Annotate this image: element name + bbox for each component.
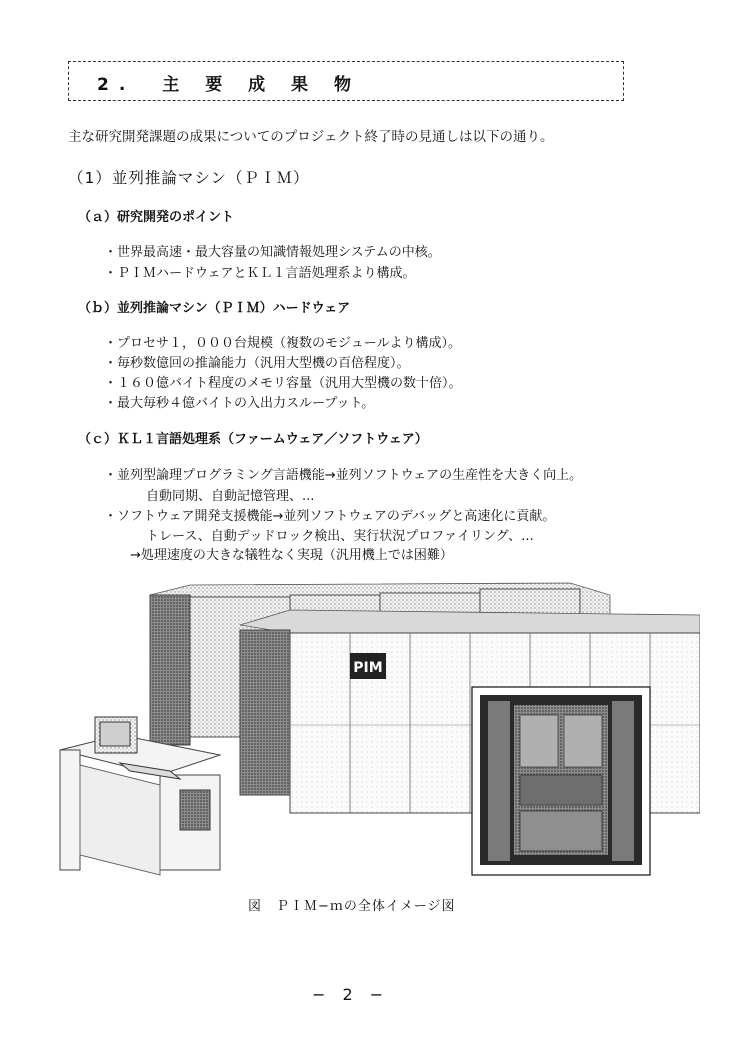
arrow-line: →処理速度の大きな犠牲なく実現（汎用機上では困難） xyxy=(130,548,453,563)
bullet-a-1: ・世界最高速・最大容量の知識情報処理システムの中核。 xyxy=(104,245,441,260)
heading-c: （ｃ）ＫＬ１言語処理系（ファームウェア／ソフトウェア） xyxy=(78,432,428,447)
inset-photo xyxy=(472,687,650,875)
bullet-c-1-sub: 自動同期、自動記憶管理、... xyxy=(146,489,315,504)
pim-illustration xyxy=(50,575,700,880)
pim-illustration-svg xyxy=(50,575,700,880)
bullet-c-2: ・ソフトウェア開発支援機能→並列ソフトウェアのデバッグと高速化に貢献。 xyxy=(104,509,556,524)
bullet-b-2: ・毎秒数億回の推論能力（汎用大型機の百倍程度）。 xyxy=(104,356,410,371)
terminal-desk xyxy=(60,717,220,875)
page-number: − 2 − xyxy=(312,985,390,1004)
section-title: 2. 主 要 成 果 物 xyxy=(97,75,361,95)
bullet-a-2: ・ＰＩＭハードウェアとＫＬ１言語処理系より構成。 xyxy=(104,266,416,281)
heading-a: （ａ）研究開発のポイント xyxy=(78,210,235,225)
heading-pim: （1）並列推論マシン（ＰＩＭ） xyxy=(68,169,310,187)
intro-paragraph: 主な研究開発課題の成果についてのプロジェクト終了時の見通しは以下の通り。 xyxy=(68,129,554,145)
figure-caption: 図 ＰＩＭ−ｍの全体イメージ図 xyxy=(248,899,456,914)
pim-logo-text: PIM xyxy=(353,660,383,676)
bullet-c-2-sub: トレース、自動デッドロック検出、実行状況プロファイリング、... xyxy=(146,529,534,544)
bullet-b-1: ・プロセサ１，０００台規模（複数のモジュールより構成）。 xyxy=(104,336,461,351)
heading-b: （ｂ）並列推論マシン（ＰＩＭ）ハードウェア xyxy=(78,301,351,316)
bullet-c-1: ・並列型論理プログラミング言語機能→並列ソフトウェアの生産性を大きく向上。 xyxy=(104,468,583,483)
section-title-box xyxy=(68,61,624,101)
bullet-b-4: ・最大毎秒４億バイトの入出力スループット。 xyxy=(104,396,375,411)
bullet-b-3: ・１６０億バイト程度のメモリ容量（汎用大型機の数十倍）。 xyxy=(104,376,462,391)
